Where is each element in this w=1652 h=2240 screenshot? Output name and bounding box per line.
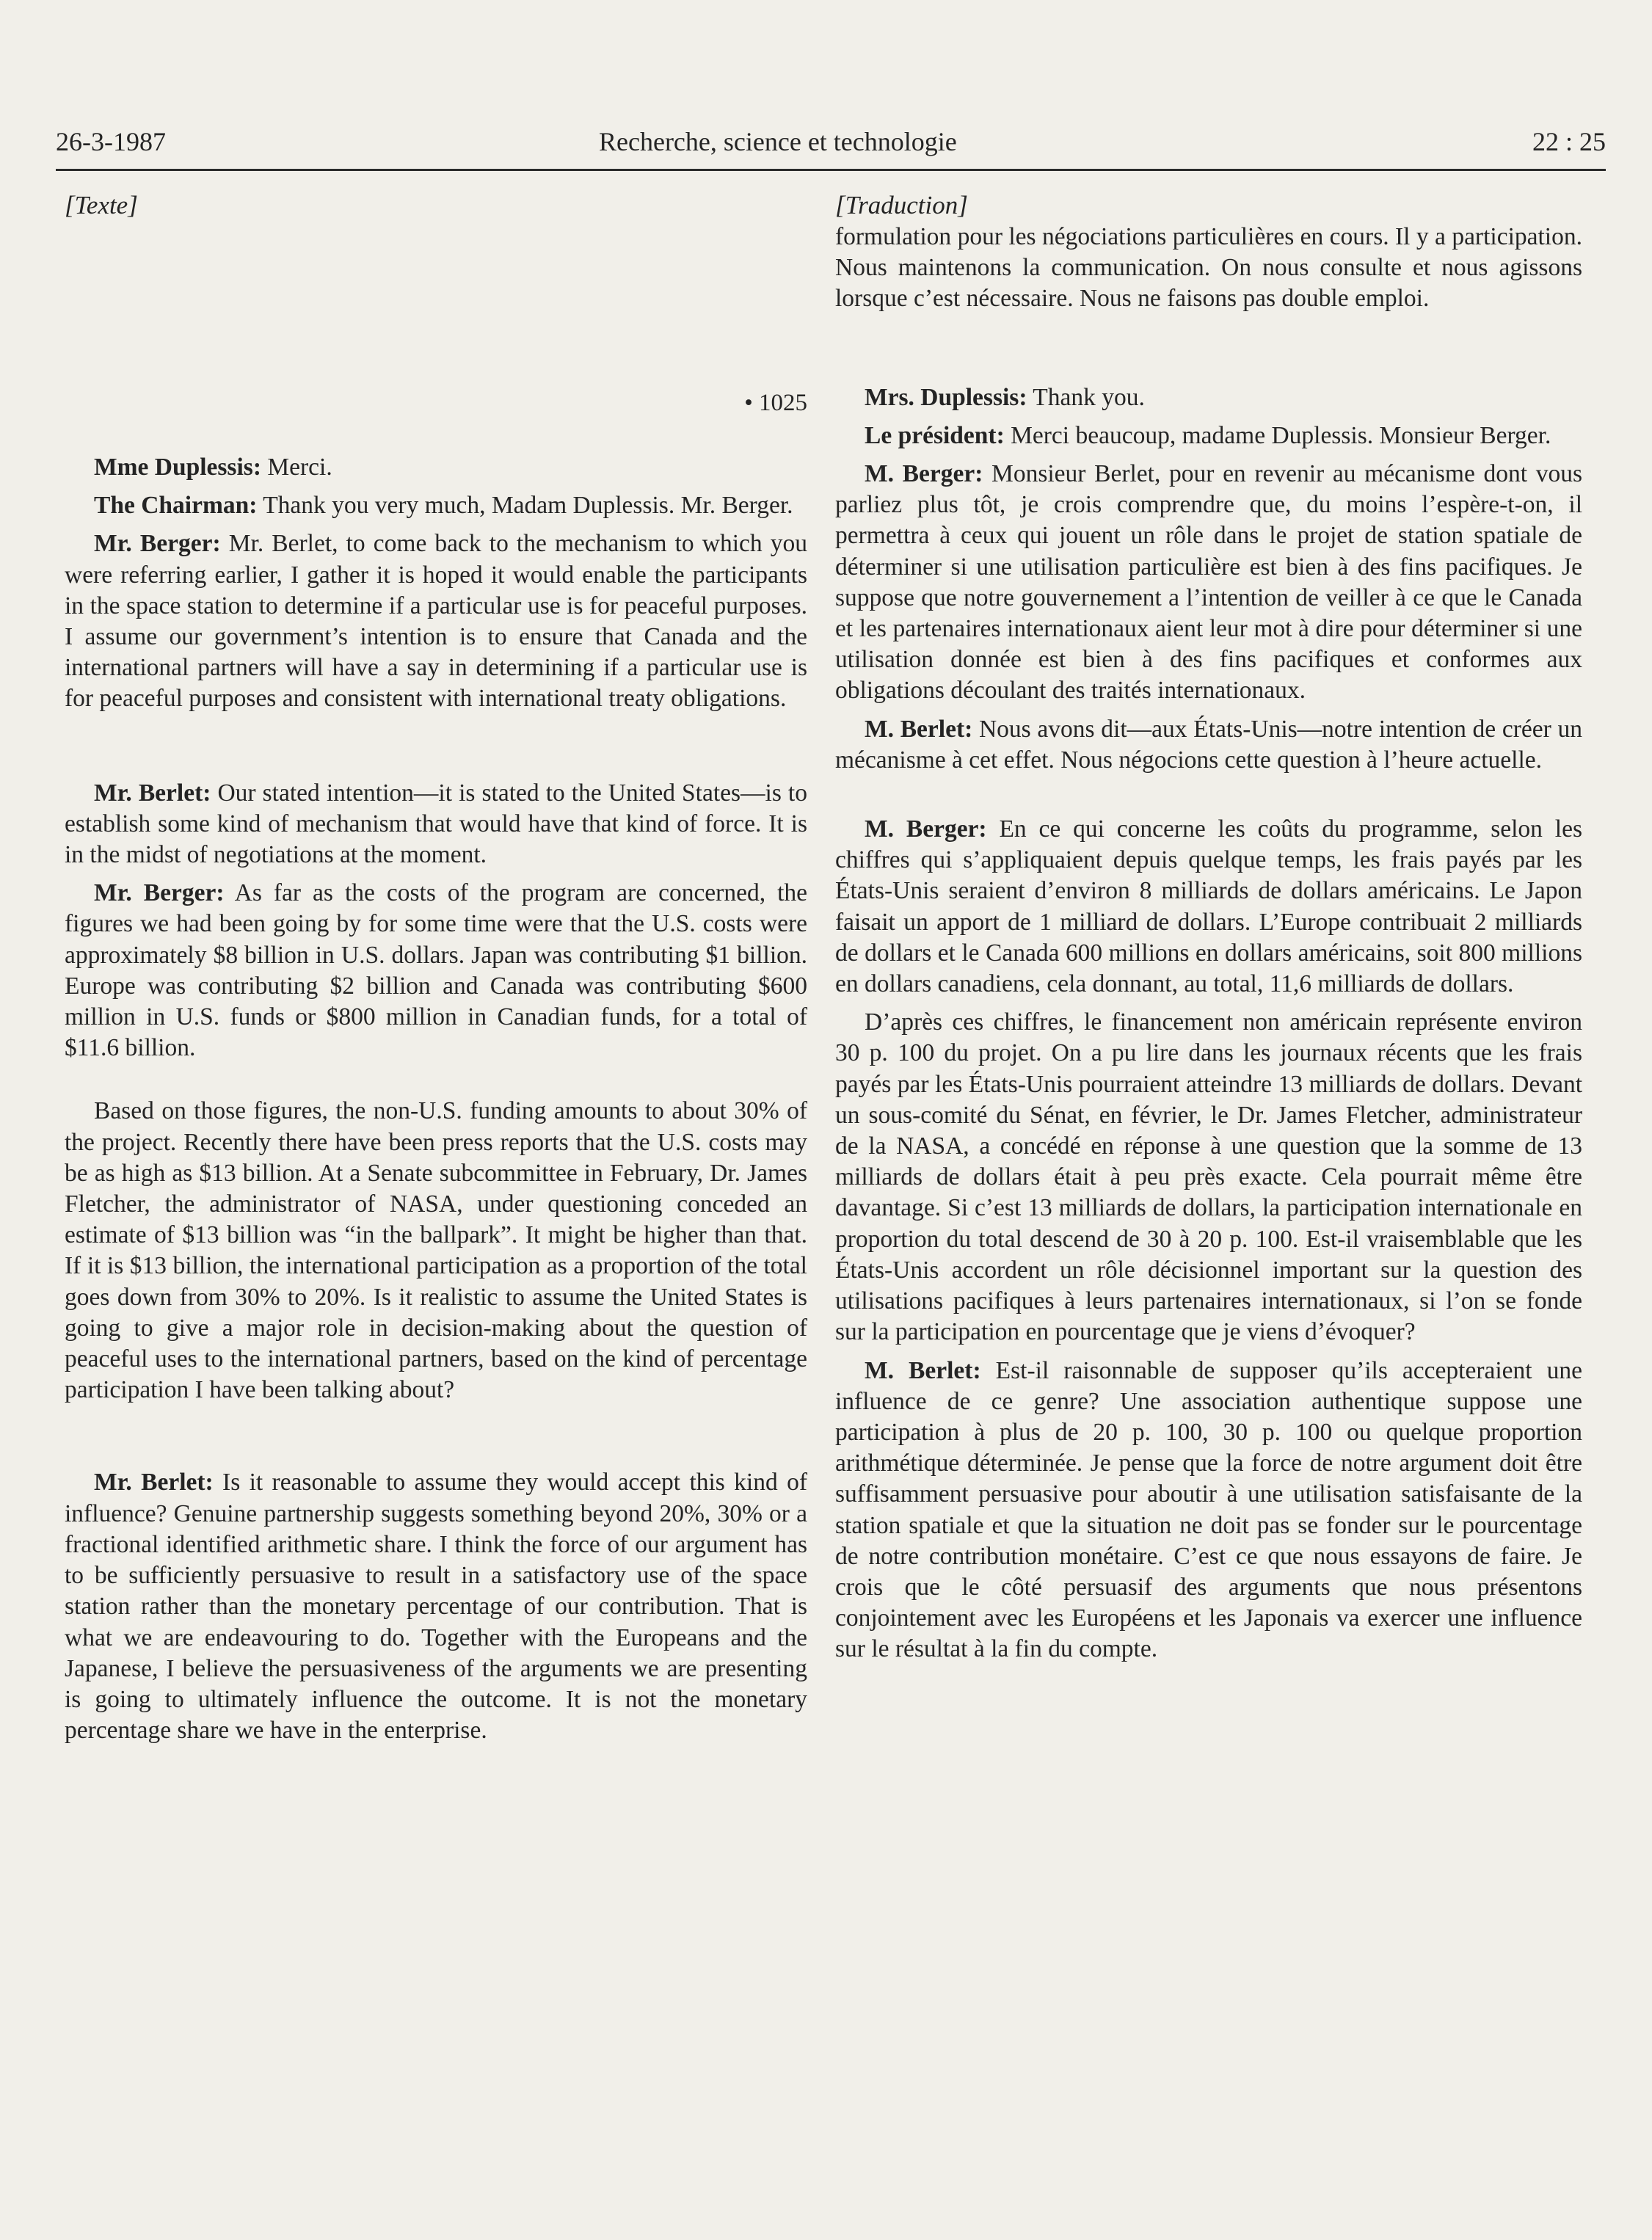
paragraph — [65, 490, 807, 521]
paragraph — [835, 814, 1582, 1000]
time-marker: • 1025 — [744, 390, 807, 416]
speaker-name: Mrs. Duplessis: — [865, 383, 1027, 411]
paragraph — [65, 1096, 807, 1406]
speaker-name: Mr. Berger: — [94, 879, 225, 907]
paragraph — [835, 714, 1582, 776]
speaker-name: M. Berger: — [865, 460, 983, 488]
paragraph — [835, 1356, 1582, 1665]
column-label: [Traduction] — [835, 191, 968, 219]
header-title: Recherche, science et technologie — [599, 127, 957, 156]
speech-text: formulation pour les négociations particulières en cours. Il y a participation. Nous maintenons la communication. On nous consulte et nous agissons lorsque c’est nécessaire. Nous ne faisons pas double emploi. — [835, 223, 1582, 313]
paragraph — [835, 382, 1582, 413]
speaker-name: Mme Duplessis: — [94, 454, 261, 481]
speech-text: Based on those figures, the non-U.S. funding amounts to about 30% of the project. Recently there have been press reports that the U.S. costs may be as high as $13 billion. At a Senate subcommittee in February, Dr. James Fletcher, the administrator of NASA, under questioning conceded an estimate of $13 billion was “in the ballpark”. It might be higher than that. If it is $13 billion, the international participation as a proportion of the total goes down from 30% to 20%. Is it realistic to assume the United States is going to give a major role in decision-making about the question of peaceful uses to the international partners, based on the kind of percentage participation I have been talking about? — [65, 1097, 807, 1404]
column-french — [835, 189, 1582, 1665]
speech-text: Est-il raisonnable de supposer qu’ils accepteraient une influence de ce genre? Une association authentique suppose une participation à plus de 20 p. 100, 30 p. 100 ou quelque proportion arithmétique déterminée. Je pense que la force de notre argument doit être suffisamment persuasive pour aboutir à une utilisation satisfaisante de la station spatiale et que la situation ne doit pas se fonder sur le pourcentage de notre contribution monétaire. C’est ce que nous essayons de faire. Je crois que le côté persuasif des arguments que nous présentons conjointement avec les Européens et les Japonais va exercer une influence sur le résultat à la fin du compte. — [835, 1356, 1582, 1663]
paragraph — [835, 421, 1582, 451]
speech-text: Thank you very much, Madam Duplessis. Mr. Berger. — [257, 492, 793, 520]
speaker-name: M. Berger: — [865, 815, 987, 843]
speech-text: Mr. Berlet, to come back to the mechanism to which you were referring earlier, I gather it is hoped it would enable the participants in the space station to determine if a particular use is for peaceful purposes. I assume our government’s intention is to ensure that Canada and the international partners will have a say in determining if a particular use is for peaceful purposes and consistent with international treaty obligations. — [65, 530, 808, 713]
speech-text: Merci. — [261, 454, 332, 481]
speaker-name: M. Berlet: — [865, 715, 973, 743]
speech-text: En ce qui concerne les coûts du programme, selon les chiffres qui s’appliquaient depuis quelque temps, les frais payés par les États-Unis seraient d’environ 8 milliards de dollars américains. Le Japon faisait un apport de 1 milliard de dollars. L’Europe contribuait 2 milliards de dollars et le Canada 600 millions en dollars américains, soit 800 millions en dollars canadiens, cela donnant, au total, 11,6 milliards de dollars. — [835, 815, 1582, 998]
speaker-name: The Chairman: — [94, 492, 258, 520]
paragraph — [65, 452, 807, 483]
column-english — [65, 189, 807, 1746]
speaker-name: Mr. Berger: — [94, 530, 221, 558]
speech-text: Thank you. — [1027, 383, 1145, 411]
page-header — [56, 126, 1606, 169]
speech-text: As far as the costs of the program are concerned, the figures we had been going by for some time were that the U.S. costs were approximately $8 billion in U.S. dollars. Japan was contributing $1 billion. Europe was contributing $2 billion and Canada was contributing $600 million in U.S. funds or $800 million in Canadian funds, for a total of $11.6 billion. — [65, 879, 807, 1062]
paragraph — [65, 1467, 807, 1746]
paragraph — [835, 459, 1582, 707]
speech-text: Monsieur Berlet, pour en revenir au mécanisme dont vous parliez plus tôt, je crois comprendre que, du moins l’espère-t-on, il permettra à ceux qui jouent un rôle dans le projet de station spatiale de déterminer si une utilisation particulière est bien à des fins pacifiques. Je suppose que notre gouvernement a l’intention de veiller à ce que le Canada et les partenaires internationaux aient leur mot à dire pour déterminer si une utilisation donnée est bien à des fins pacifiques et conformes aux obligations découlant des traités internationaux. — [835, 460, 1582, 705]
speech-text: Is it reasonable to assume they would accept this kind of influence? Genuine partnership suggests something beyond 20%, 30% or a fractional identified arithmetic share. I think the force of our argument has to be sufficiently persuasive to result in a satisfactory use of the space station rather than the monetary percentage of our contribution. That is what we are endeavouring to do. Together with the Europeans and the Japanese, I believe the persuasiveness of the arguments we are presenting is going to ultimately influence the outcome. It is not the monetary percentage share we have in the enterprise. — [65, 1469, 807, 1745]
speech-text: Nous avons dit—aux États-Unis—notre intention de créer un mécanisme à cet effet. Nous négocions cette question à l’heure actuelle. — [835, 715, 1582, 774]
speech-text: D’après ces chiffres, le financement non américain représente environ 30 p. 100 du projet. On a pu lire dans les journaux récents que les frais payés par les États-Unis pourraient atteindre 13 milliards de dollars. Devant un sous-comité du Sénat, en février, le Dr. James Fletcher, administrateur de la NASA, a concédé en réponse à une question que la somme de 13 milliards de dollars était à peu près exacte. Cela pourrait même être davantage. Si c’est 13 milliards de dollars, la participation internationale en proportion du total descend de 30 à 20 p. 100. Est-il vraisemblable que les États-Unis accordent un rôle décisionnel important sur la question des utilisations pacifiques à leurs partenaires internationaux, si l’on se fonde sur la participation en pourcentage que je viens d’évoquer? — [835, 1008, 1582, 1346]
paragraph — [65, 528, 807, 714]
column-label: [Texte] — [65, 191, 138, 219]
speaker-name: Le président: — [865, 421, 1005, 449]
paragraph — [65, 878, 807, 1063]
header-date: 26-3-1987 — [56, 127, 166, 156]
header-rule — [56, 169, 1606, 171]
speech-text: Merci beaucoup, madame Duplessis. Monsieur Berger. — [1004, 421, 1551, 449]
paragraph — [835, 1007, 1582, 1348]
speech-text: Our stated intention—it is stated to the United States—is to establish some kind of mechanism that would have that kind of force. It is in the midst of negotiations at the moment. — [65, 779, 807, 869]
speaker-name: M. Berlet: — [865, 1356, 981, 1384]
paragraph — [65, 778, 807, 871]
speaker-name: Mr. Berlet: — [94, 1469, 214, 1497]
speaker-name: Mr. Berlet: — [94, 779, 211, 807]
paragraph — [835, 222, 1582, 315]
header-page-number: 22 : 25 — [1532, 127, 1606, 156]
